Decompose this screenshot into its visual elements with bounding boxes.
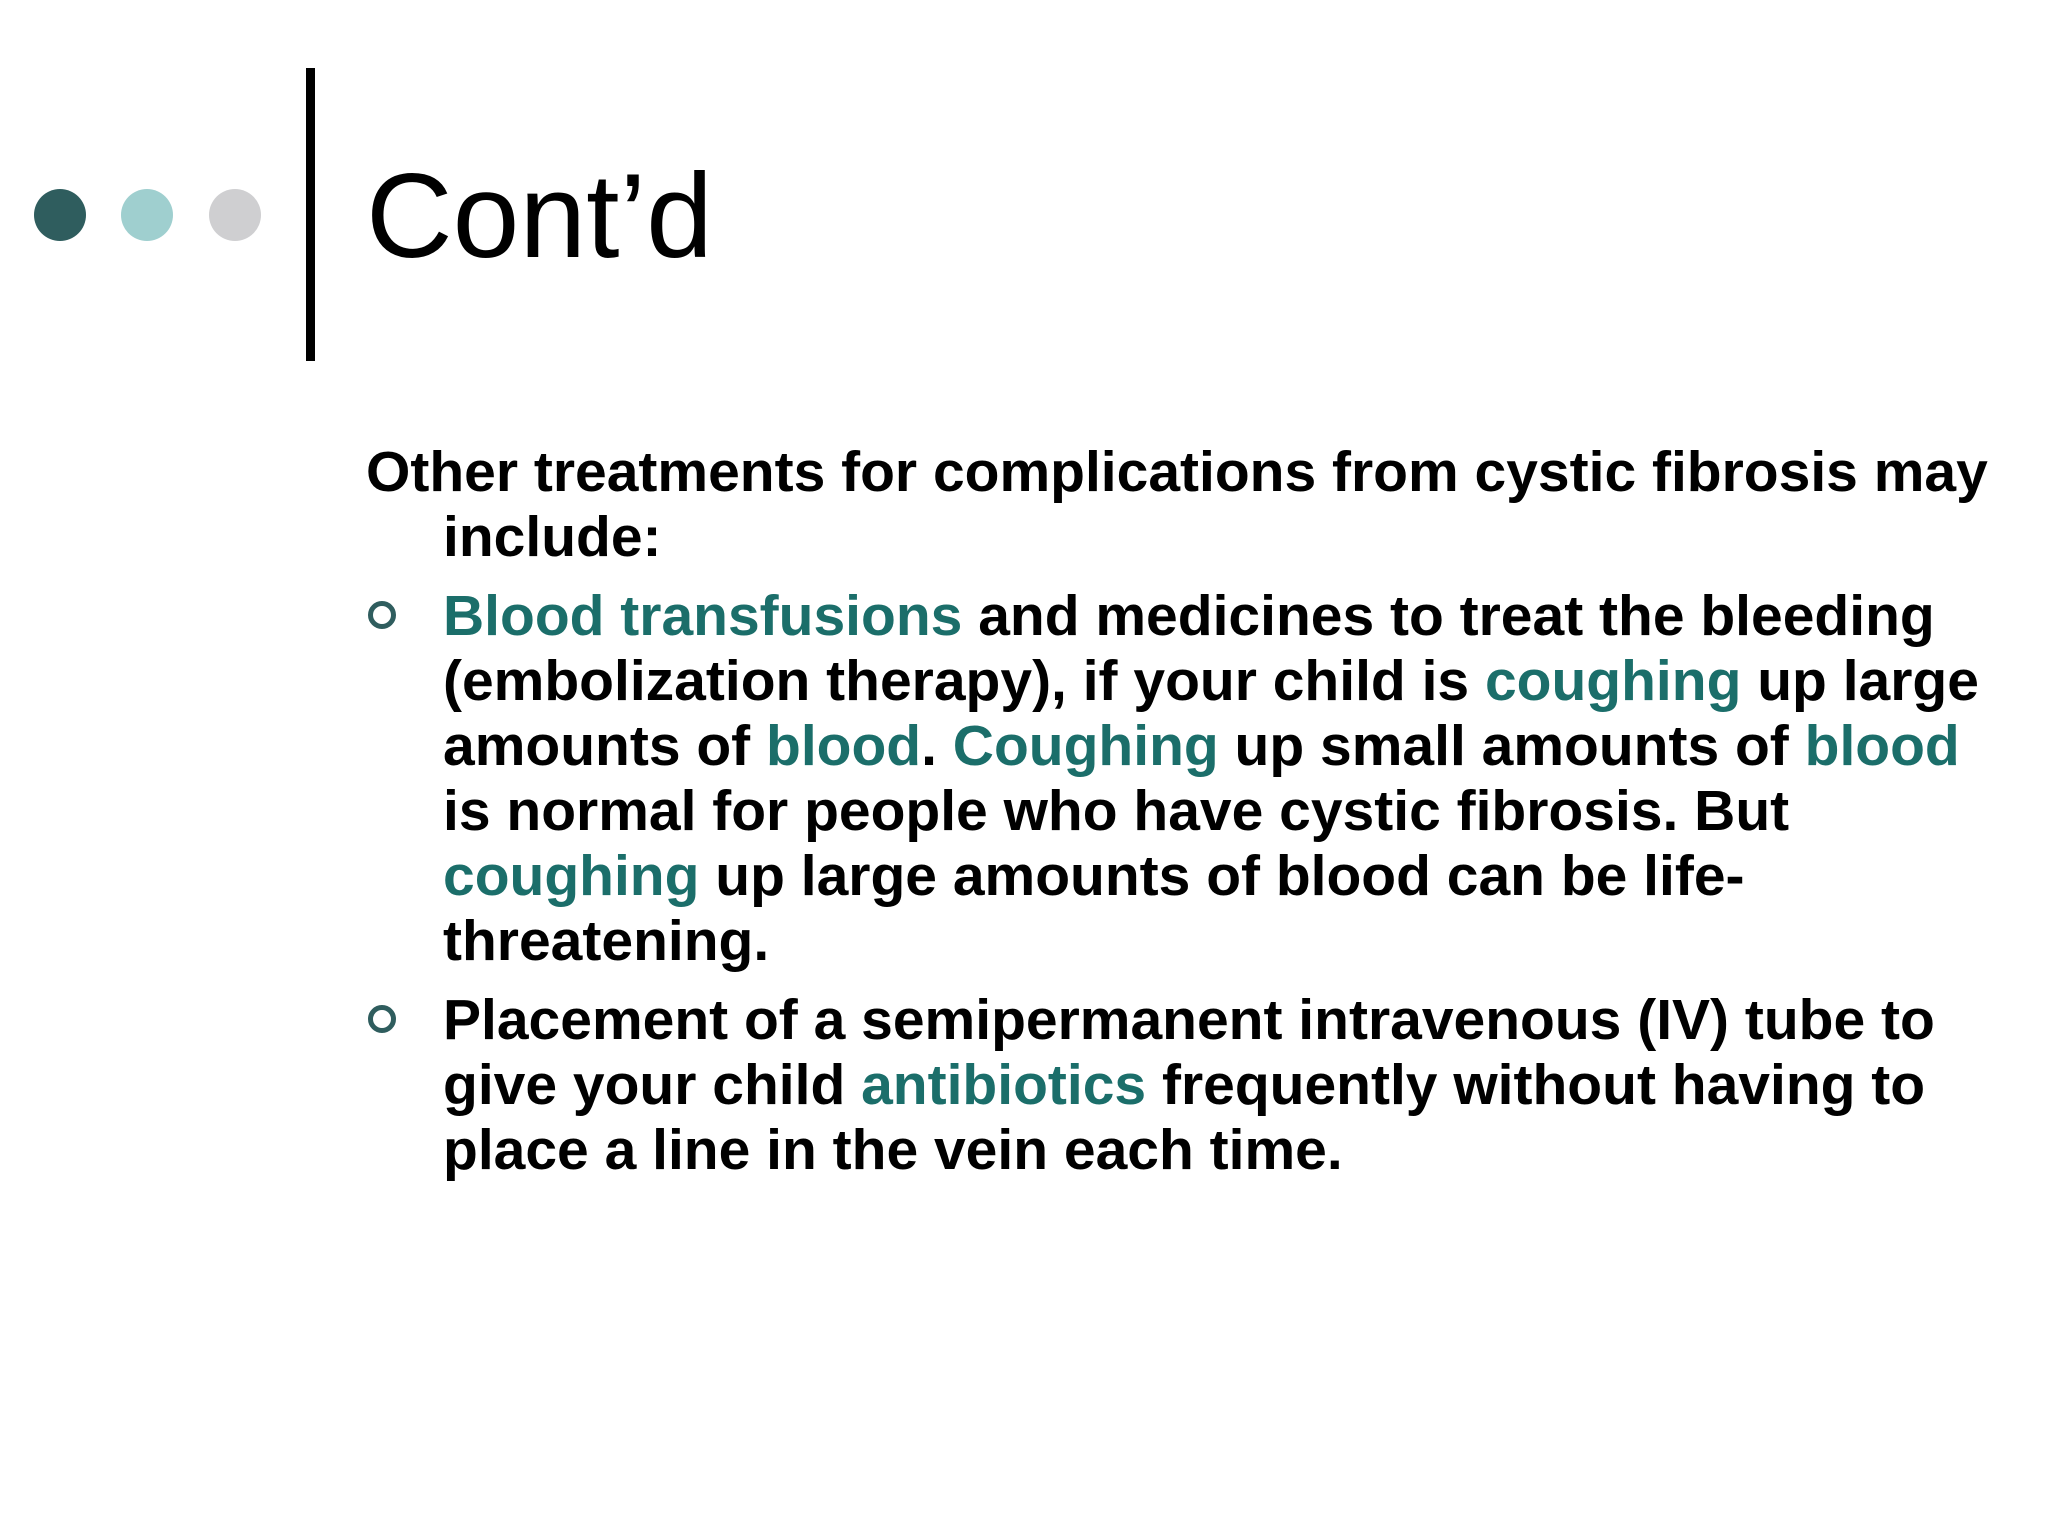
slide-body bbox=[366, 440, 2006, 1183]
text-segment: . bbox=[921, 714, 953, 778]
text-segment: blood bbox=[766, 714, 922, 778]
light-teal-dot-icon bbox=[121, 189, 173, 241]
text-segment: up large amounts of blood can be life-threatening. bbox=[443, 844, 1745, 973]
text-segment: frequently without having to place a line in the vein each time. bbox=[443, 1053, 1926, 1182]
hollow-circle-icon bbox=[368, 601, 396, 629]
bullet-item-2 bbox=[366, 988, 2006, 1183]
hollow-circle-icon bbox=[368, 1005, 396, 1033]
slide-title: Cont’d bbox=[366, 149, 713, 283]
text-segment: is normal for people who have cystic fibrosis. But bbox=[443, 779, 1790, 843]
text-segment: coughing bbox=[1484, 649, 1742, 713]
dark-teal-dot-icon bbox=[34, 189, 86, 241]
text-segment: blood bbox=[1804, 714, 1960, 778]
bullet-list bbox=[366, 584, 2006, 1183]
bullet-text bbox=[443, 988, 1935, 1182]
title-divider bbox=[306, 68, 315, 361]
text-segment: up large amounts of bbox=[443, 649, 1979, 778]
text-segment: antibiotics bbox=[861, 1053, 1147, 1117]
text-segment: coughing bbox=[443, 844, 700, 908]
gray-dot-icon bbox=[209, 189, 261, 241]
bullet-text bbox=[443, 584, 1979, 973]
intro-text: Other treatments for complications from cystic fibrosis may include: bbox=[366, 440, 1988, 569]
text-segment: and medicines to treat the bleeding (embolization therapy), if your child is bbox=[443, 584, 1935, 713]
text-segment: Blood transfusions bbox=[443, 584, 963, 648]
bullet-item-1 bbox=[366, 584, 2006, 974]
text-segment: Placement of a semipermanent intravenous (IV) tube to give your child bbox=[443, 988, 1935, 1117]
text-segment: Coughing bbox=[952, 714, 1219, 778]
text-segment: up small amounts of bbox=[1218, 714, 1805, 778]
